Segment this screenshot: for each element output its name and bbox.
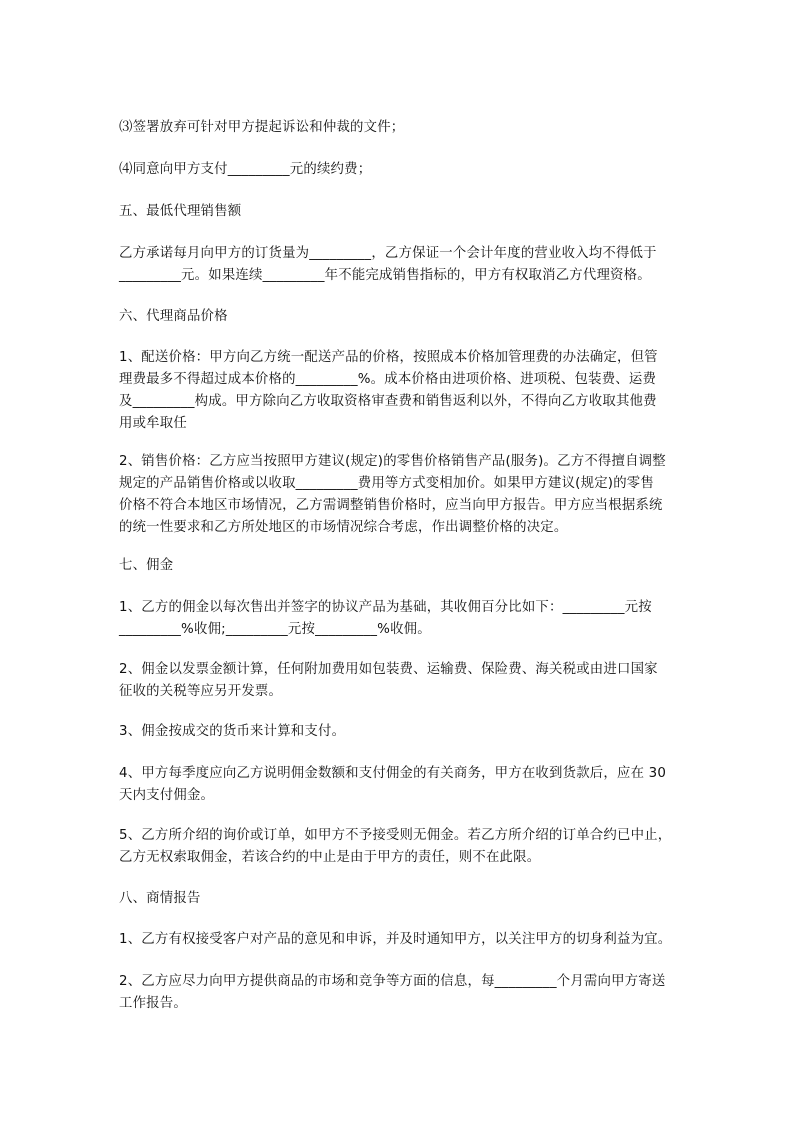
heading-text: 五、最低代理销售额 <box>119 204 242 219</box>
text-line: 乙方承诺每月向甲方的订货量为_________，乙方保证一个会计年度的营业收入均不得低于 <box>119 246 657 261</box>
text-line: ⑷同意向甲方支付_________元的续约费； <box>119 162 372 177</box>
text-line: _________%收佣;_________元按_________%收佣。 <box>119 622 431 637</box>
paragraph-sales-price <box>119 451 679 539</box>
text-line: 的统一性要求和乙方所处地区的市场情况综合考虑，作出调整价格的决定。 <box>119 520 568 535</box>
text-line: 2、佣金以发票金额计算，任何附加费用如包装费、运输费、保险费、海关税或由进口国家 <box>119 662 658 677</box>
heading-text: 八、商情报告 <box>119 891 201 906</box>
text-line: 5、乙方所介绍的询价或订单，如甲方不予接受则无佣金。若乙方所介绍的订单合约已中止， <box>119 828 672 843</box>
text-line: 工作报告。 <box>119 996 187 1011</box>
text-line: _________元。如果连续_________年不能完成销售指标的，甲方有权取消乙方代理资格。 <box>119 268 651 283</box>
text-line: 征收的关税等应另开发票。 <box>119 684 283 699</box>
paragraph-commission-1 <box>119 597 679 641</box>
paragraph-commission-4 <box>119 763 679 807</box>
paragraph-commission-5 <box>119 825 679 869</box>
text-line: 及_________构成。甲方除向乙方收取资格审查费和销售返利以外，不得向乙方收取其他费 <box>119 394 657 409</box>
text-line: 2、销售价格：乙方应当按照甲方建议(规定)的零售价格销售产品(服务)。乙方不得擅自调整 <box>119 454 666 469</box>
text-line: 1、乙方有权接受客户对产品的意见和申诉，并及时通知甲方，以关注甲方的切身利益为宜。 <box>119 932 672 947</box>
text-line: 价格不符合本地区市场情况，乙方需调整销售价格时，应当向甲方报告。甲方应当根据系统 <box>119 498 663 513</box>
paragraph-clause-4 <box>119 159 679 181</box>
paragraph-clause-3 <box>119 117 679 139</box>
text-line: 理费最多不得超过成本价格的_________%。成本价格由进项价格、进项税、包装费、运费 <box>119 372 657 387</box>
text-line: 规定的产品销售价格或以收取_________费用等方式变相加价。如果甲方建议(规定)的零售 <box>119 476 654 491</box>
paragraph-commission-2 <box>119 659 679 703</box>
text-line: 乙方无权索取佣金，若该合约的中止是由于甲方的责任，则不在此限。 <box>119 850 541 865</box>
section-heading-5 <box>119 201 679 223</box>
paragraph-report-1 <box>119 929 679 951</box>
text-line: 4、甲方每季度应向乙方说明佣金数额和支付佣金的有关商务，甲方在收到货款后，应在 30 <box>119 766 667 781</box>
text-line: 3、佣金按成交的货币来计算和支付。 <box>119 724 346 739</box>
text-line: 用或牟取任 <box>119 416 187 431</box>
paragraph-report-2 <box>119 971 679 1015</box>
section-heading-7 <box>119 555 679 577</box>
section-heading-8 <box>119 888 679 910</box>
text-line: 天内支付佣金。 <box>119 788 215 803</box>
text-line: 1、乙方的佣金以每次售出并签字的协议产品为基础，其收佣百分比如下：_________元按 <box>119 600 652 615</box>
section-heading-6 <box>119 306 679 328</box>
paragraph-min-sales <box>119 243 679 287</box>
heading-text: 六、代理商品价格 <box>119 309 228 324</box>
text-line: ⑶签署放弃可针对甲方提起诉讼和仲裁的文件； <box>119 120 405 135</box>
text-line: 1、配送价格：甲方向乙方统一配送产品的价格，按照成本价格加管理费的办法确定，但管 <box>119 350 658 365</box>
heading-text: 七、佣金 <box>119 558 174 573</box>
paragraph-delivery-price <box>119 347 679 435</box>
text-line: 2、乙方应尽力向甲方提供商品的市场和竞争等方面的信息，每_________个月需向甲方寄送 <box>119 974 666 989</box>
paragraph-commission-3 <box>119 721 679 743</box>
